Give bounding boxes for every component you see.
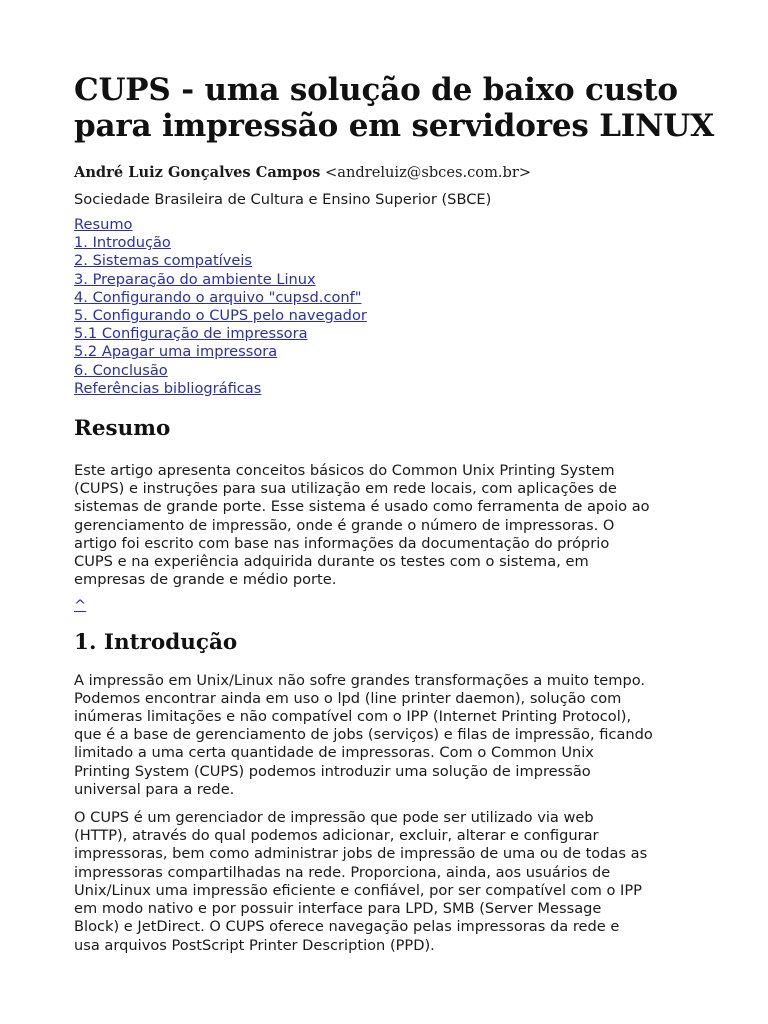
author-affiliation: Sociedade Brasileira de Cultura e Ensino Superior (SBCE) — [74, 191, 492, 208]
text-line: O CUPS é um gerenciador de impressão que pode ser utilizado via web — [74, 809, 594, 827]
text-line: em modo nativo e por possuir interface para LPD, SMB (Server Message — [74, 900, 602, 918]
text-line: impressoras, bem como administrar jobs de impressão de uma ou de todas as — [74, 845, 648, 863]
toc-link-configurando-navegador[interactable]: 5. Configurando o CUPS pelo navegador — [74, 307, 367, 325]
toc-link-introducao[interactable]: 1. Introdução — [74, 234, 171, 252]
section-heading-resumo: Resumo — [74, 416, 171, 442]
introducao-paragraph-1 — [74, 672, 714, 799]
text-line: gerenciamento de impressão, onde é grande o número de impressoras. O — [74, 516, 615, 534]
text-line: Printing System (CUPS) podemos introduzir uma solução de impressão — [74, 762, 591, 780]
author-email: <andreluiz@sbces.com.br> — [325, 164, 532, 181]
toc-link-conclusao[interactable]: 6. Conclusão — [74, 361, 168, 379]
toc-link-resumo[interactable]: Resumo — [74, 216, 133, 233]
text-line: sistemas de grande porte. Esse sistema é usado como ferramenta de apoio ao — [74, 498, 650, 516]
text-line: limitado a uma certa quantidade de impressoras. Com o Common Unix — [74, 744, 594, 762]
text-line: (CUPS) e instruções para sua utilização em rede locais, com aplicações de — [74, 480, 617, 498]
author-line — [74, 163, 714, 183]
back-to-top-link[interactable]: ^ — [74, 597, 87, 615]
text-line: impressoras compartilhadas na rede. Proporciona, ainda, aos usuários de — [74, 863, 611, 881]
toc-link-preparacao-ambiente[interactable]: 3. Preparação do ambiente Linux — [74, 270, 316, 288]
text-line: Este artigo apresenta conceitos básicos do Common Unix Printing System — [74, 462, 615, 480]
table-of-contents — [74, 216, 714, 398]
section-heading-introducao: 1. Introdução — [74, 629, 238, 655]
text-line: A impressão em Unix/Linux não sofre grandes transformações a muito tempo. — [74, 671, 646, 689]
toc-link-apagar-impressora[interactable]: 5.2 Apagar uma impressora — [74, 343, 278, 361]
text-line: CUPS e na experiência adquirida durante os testes com o sistema, em — [74, 553, 589, 571]
text-line: Unix/Linux uma impressão eficiente e confiável, por ser compatível com o IPP — [74, 881, 642, 899]
text-line: Block) e JetDirect. O CUPS oferece navegação pelas impressoras da rede e — [74, 918, 620, 936]
page-title — [74, 72, 714, 144]
toc-link-configuracao-impressora[interactable]: 5.1 Configuração de impressora — [74, 325, 308, 343]
text-line: inúmeras limitações e não compatível com o IPP (Internet Printing Protocol), — [74, 708, 632, 726]
text-line: que é a base de gerenciamento de jobs (serviços) e filas de impressão, ficando — [74, 726, 653, 744]
article — [74, 72, 714, 955]
title-line: CUPS - uma solução de baixo custo para impressão em servidores LINUX — [74, 72, 714, 144]
toc-link-configurando-cupsd[interactable]: 4. Configurando o arquivo "cupsd.conf" — [74, 288, 362, 306]
text-line: empresas de grande e médio porte. — [74, 571, 337, 589]
text-line: Podemos encontrar ainda em uso o lpd (line printer daemon), solução com — [74, 689, 622, 707]
toc-link-sistemas-compativeis[interactable]: 2. Sistemas compatíveis — [74, 252, 253, 270]
text-line: (HTTP), através do qual podemos adicionar, excluir, alterar e configurar — [74, 827, 599, 845]
text-line: universal para a rede. — [74, 780, 235, 798]
resumo-paragraph — [74, 462, 714, 589]
text-line: artigo foi escrito com base nas informações da documentação do próprio — [74, 534, 610, 552]
text-line: usa arquivos PostScript Printer Description (PPD). — [74, 936, 435, 954]
toc-link-referencias[interactable]: Referências bibliográficas — [74, 379, 262, 397]
introducao-paragraph-2 — [74, 809, 714, 955]
author-name: André Luiz Gonçalves Campos — [74, 164, 321, 181]
